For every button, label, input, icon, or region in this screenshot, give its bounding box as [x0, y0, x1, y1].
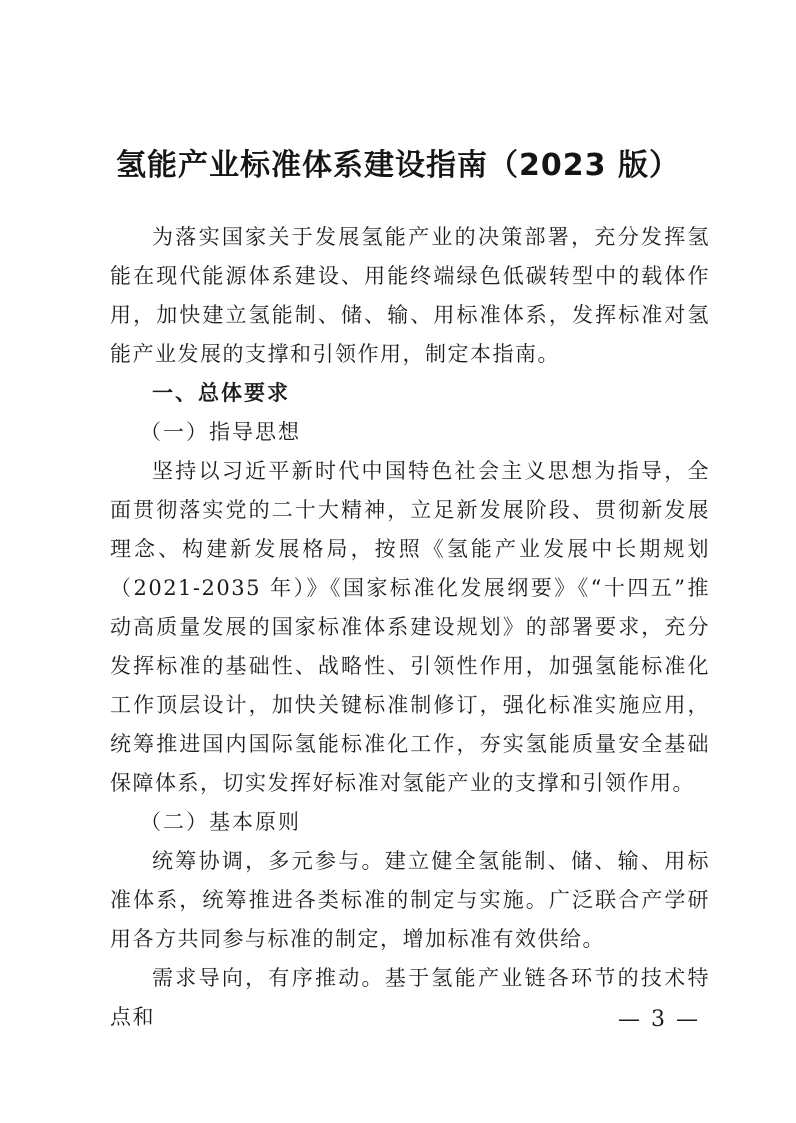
intro-paragraph: 为落实国家关于发展氢能产业的决策部署，充分发挥氢能在现代能源体系建设、用能终端绿色低碳转型中的载体作用，加快建立氢能制、储、输、用标准体系，发挥标准对氢能产业发展的支撑和引领作用，制定本指南。: [110, 225, 710, 366]
document-title: 氢能产业标准体系建设指南（2023 版）: [116, 148, 680, 183]
principle-coordination-paragraph: 统筹协调，多元参与。建立健全氢能制、储、输、用标准体系，统筹推进各类标准的制定与实施。广泛联合产学研用各方共同参与标准的制定，增加标准有效供给。: [110, 849, 710, 951]
subsection-heading-basic-principles: （二）基本原则: [140, 810, 301, 834]
page-number: — 3 —: [618, 1007, 700, 1032]
document-body: [110, 218, 710, 1037]
guiding-ideology-paragraph: 坚持以习近平新时代中国特色社会主义思想为指导，全面贯彻落实党的二十大精神，立足新发展阶段、贯彻新发展理念、构建新发展格局，按照《氢能产业发展中长期规划（2021-2035 年）》《国家标准化发展纲要》《“十四五”推动高质量发展的国家标准体系建设规划》的部署要求，充分发挥标准的基础性、战略性、引领性作用，加强氢能标准化工作顶层设计，加快关键标准制修订，强化标准实施应用，统筹推进国内国际氢能标准化工作，夯实氢能质量安全基础保障体系，切实发挥好标准对氢能产业的支撑和引领作用。: [110, 459, 710, 795]
subsection-heading-guiding-ideology: （一）指导思想: [140, 420, 301, 444]
principle-demand-paragraph: 需求导向，有序推动。基于氢能产业链各环节的技术特点和: [110, 966, 710, 1029]
section-heading-general-requirements: 一、总体要求: [152, 381, 290, 405]
